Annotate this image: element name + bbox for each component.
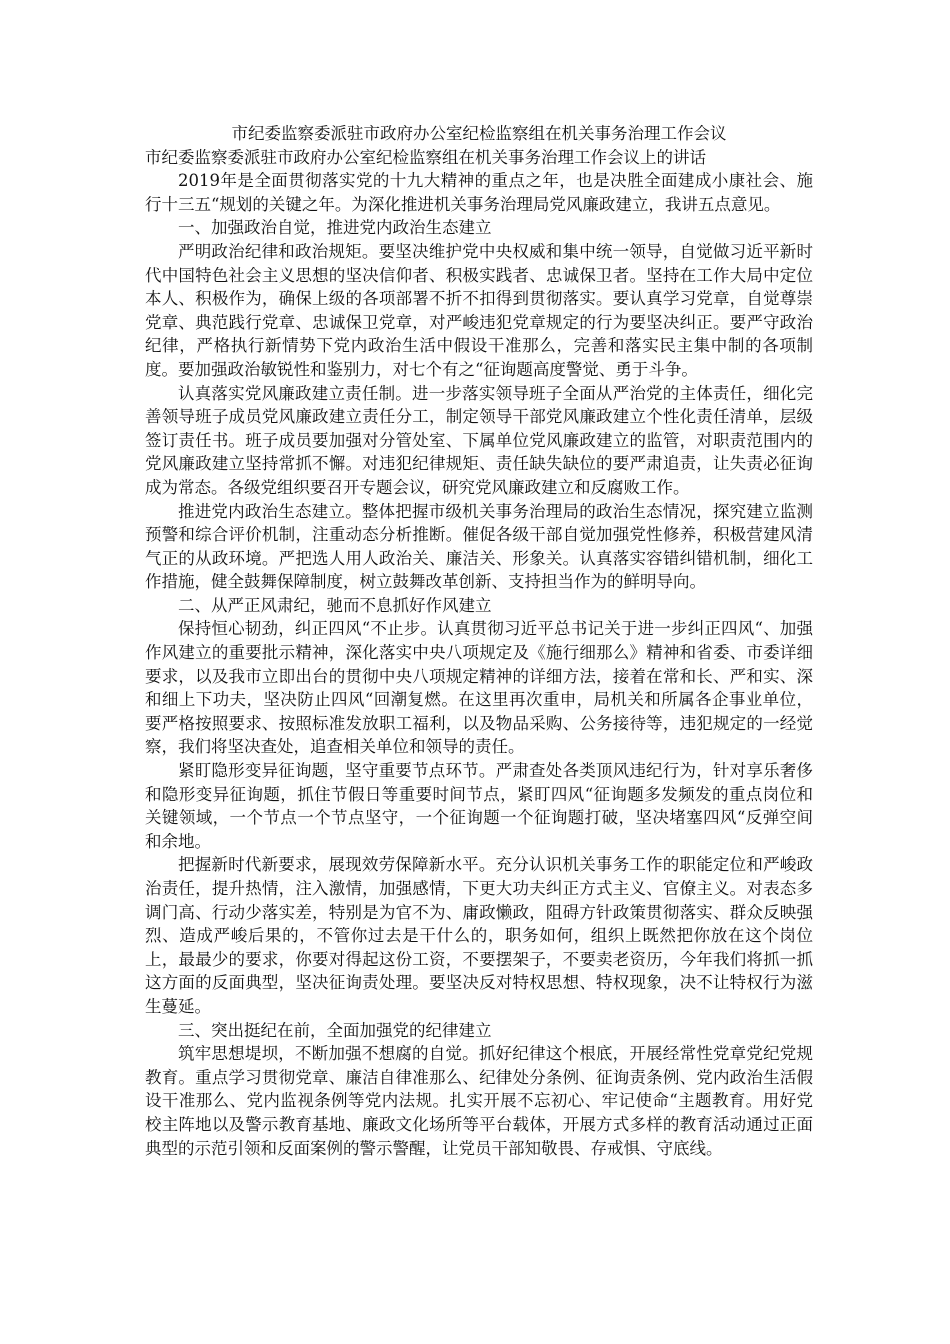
- section-2-paragraph-2: 紧盯隐形变异征询题，坚守重要节点环节。严肃查处各类顶风违纪行为，针对享乐奢侈和隐形变异征询题，抓住节假日等重要时间节点，紧盯四风“征询题多发频发的重点岗位和关键领域，一个节点一个节点坚守，一个征询题一个征询题打破，坚决堵塞四风“反弹空间和余地。: [145, 761, 813, 851]
- section-2-paragraph-1: 保持恒心韧劲，纠正四风“不止步。认真贯彻习近平总书记关于进一步纠正四风“、加强作风建立的重要批示精神，深化落实中央八项规定及《施行细那么》精神和省委、市委详细要求，以及我市立即出台的贯彻中央八项规定精神的详细方法，接着在常和长、严和实、深和细上下功夫，坚决防止四风“回潮复燃。在这里再次重申，局机关和所属各企事业单位，要严格按照要求、按照标准发放职工福利，以及物品采购、公务接待等，违犯规定的一经觉察，我们将坚决查处，追查相关单位和领导的责任。: [145, 619, 813, 757]
- document-title-line-1: 市纪委监察委派驻市政府办公室纪检监察组在机关事务治理工作会议: [231, 124, 727, 143]
- section-3-paragraph-1: 筑牢思想堤坝，不断加强不想腐的自觉。抓好纪律这个根底，开展经常性党章党纪党规教育。重点学习贯彻党章、廉洁自律准那么、纪律处分条例、征询责条例、党内政治生活假设干准那么、党内监视条例等党内法规。扎实开展不忘初心、牢记使命“主题教育。用好党校主阵地以及警示教育基地、廉政文化场所等平台载体，开展方式多样的教育活动通过正面典型的示范引领和反面案例的警示警醒，让党员干部知敬畏、存戒惧、守底线。: [145, 1044, 813, 1158]
- section-1-paragraph-2: 认真落实党风廉政建立责任制。进一步落实领导班子全面从严治党的主体责任，细化完善领导班子成员党风廉政建立责任分工，制定领导干部党风廉政建立个性化责任清单，层级签订责任书。班子成员要加强对分管处室、下属单位党风廉政建立的监管，对职责范围内的党风廉政建立坚持常抓不懈。对违犯纪律规矩、责任缺失缺位的要严肃追责，让失责必征询成为常态。各级党组织要召开专题会议，研究党风廉政建立和反腐败工作。: [145, 383, 813, 497]
- document-title-line-2: 市纪委监察委派驻市政府办公室纪检监察组在机关事务治理工作会议上的讲话: [145, 147, 706, 167]
- section-1-heading: 一、加强政治自觉，推进党内政治生态建立: [178, 218, 492, 238]
- section-2-heading: 二、从严正风肃纪，驰而不息抓好作风建立: [178, 595, 492, 615]
- section-1-paragraph-1: 严明政治纪律和政治规矩。要坚决维护党中央权威和集中统一领导，自觉做习近平新时代中国特色社会主义思想的坚决信仰者、积极实践者、忠诚保卫者。坚持在工作大局中定位本人、积极作为，确保上级的各项部署不折不扣得到贯彻落实。要认真学习党章，自觉尊崇党章、典范践行党章、忠诚保卫党章，对严峻违犯党章规定的行为要坚决纠正。要严守政治纪律，严格执行新情势下党内政治生活中假设干准那么，完善和落实民主集中制的各项制度。要加强政治敏锐性和鉴别力，对七个有之“征询题高度警觉、勇于斗争。: [145, 241, 813, 379]
- document-page: [145, 122, 813, 1160]
- section-1-paragraph-3: 推进党内政治生态建立。整体把握市级机关事务治理局的政治生态情况，探究建立监测预警和综合评价机制，注重动态分析推断。催促各级干部自觉加强党性修养，积极营建风清气正的从政环境。严把选人用人政治关、廉洁关、形象关。认真落实容错纠错机制，细化工作措施，健全鼓舞保障制度，树立鼓舞改革创新、支持担当作为的鲜明导向。: [145, 501, 813, 592]
- section-2-paragraph-3: 把握新时代新要求，展现效劳保障新水平。充分认识机关事务工作的职能定位和严峻政治责任，提升热情，注入激情，加强感情，下更大功夫纠正方式主义、官僚主义。对表态多调门高、行动少落实差，特别是为官不为、庸政懒政，阻碍方针政策贯彻落实、群众反映强烈、造成严峻后果的，不管你过去是干什么的，职务如何，组织上既然把你放在这个岗位上，最最少的要求，你要对得起这份工资，不要摆架子，不要卖老资历，今年我们将抓一抓这方面的反面典型，坚决征询责处理。要坚决反对特权思想、特权现象，决不让特权行为滋生蔓延。: [145, 855, 813, 1016]
- intro-paragraph: 2019年是全面贯彻落实党的十九大精神的重点之年，也是决胜全面建成小康社会、施行十三五“规划的关键之年。为深化推进机关事务治理局党风廉政建立，我讲五点意见。: [145, 171, 813, 214]
- section-3-heading: 三、突出挺纪在前，全面加强党的纪律建立: [178, 1020, 492, 1040]
